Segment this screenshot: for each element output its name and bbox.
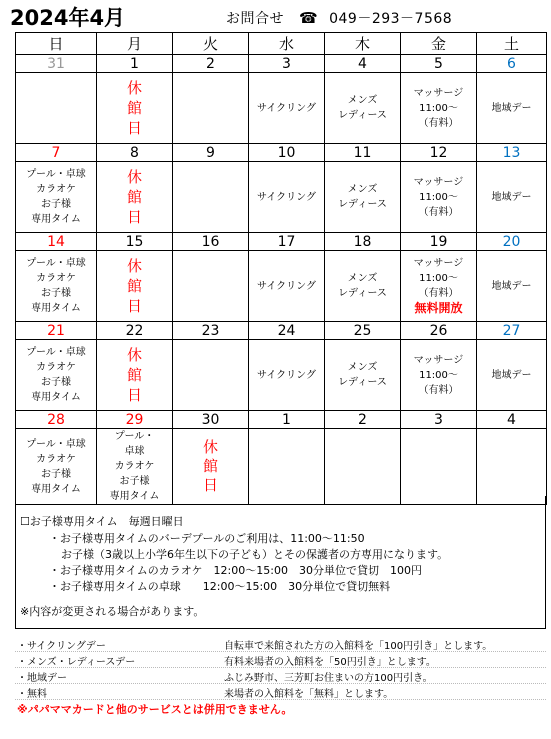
date-cell: 19 [401, 233, 477, 251]
date-cell: 8 [97, 144, 173, 162]
date-cell: 18 [325, 233, 401, 251]
note-line: ・お子様専用タイムの卓球 12:00～15:00 30分単位で貸切無料 [49, 580, 391, 593]
event-cell-wed: サイクリング [249, 73, 325, 144]
date-cell: 12 [401, 144, 477, 162]
date-cell: 30 [173, 411, 249, 429]
date-cell: 16 [173, 233, 249, 251]
calendar-table [15, 32, 547, 505]
event-cell-mon [97, 251, 173, 322]
date-cell: 4 [325, 55, 401, 73]
date-cell: 10 [249, 144, 325, 162]
event-cell-sun [16, 73, 97, 144]
legend-table [15, 636, 546, 715]
event-cell-sun: プール・卓球 カラオケ お子様 専用タイム [16, 429, 97, 505]
closed-label: 休 館 日 [126, 346, 142, 404]
note-line: ・お子様専用タイムのカラオケ 12:00～15:00 30分単位で貸切 100円 [49, 564, 422, 577]
date-row [16, 411, 547, 429]
date-row [16, 233, 547, 251]
event-cell-tue [173, 73, 249, 144]
event-cell-mon [97, 162, 173, 233]
date-cell: 31 [16, 55, 97, 73]
legend-row: ・メンズ・レディースデー 有料来場者の入館料を「50円引き」とします。 [15, 652, 546, 668]
weekday-tue: 火 [173, 33, 249, 55]
phone-number: 049－293－7568 [329, 11, 453, 27]
date-row [16, 322, 547, 340]
event-cell-sun: プール・卓球 カラオケ お子様 専用タイム [16, 251, 97, 322]
event-cell-thu: メンズ レディース [325, 340, 401, 411]
event-cell-tue [173, 429, 249, 505]
date-row [16, 144, 547, 162]
date-cell: 2 [173, 55, 249, 73]
date-row [16, 55, 547, 73]
date-cell: 26 [401, 322, 477, 340]
event-cell-thu: メンズ レディース [325, 73, 401, 144]
date-cell: 1 [97, 55, 173, 73]
weekday-header-row [16, 33, 547, 55]
closed-label: 休 館 日 [126, 79, 142, 137]
weekday-fri: 金 [401, 33, 477, 55]
date-cell: 27 [477, 322, 547, 340]
event-row [16, 162, 547, 233]
event-cell-fri: マッサージ 11:00～ （有料） [401, 162, 477, 233]
event-cell-fri: マッサージ 11:00～ （有料） 無料開放 [401, 251, 477, 322]
event-cell-sat: 地域デー [477, 162, 547, 233]
date-cell: 7 [16, 144, 97, 162]
event-cell-wed: サイクリング [249, 340, 325, 411]
event-cell-mon [97, 73, 173, 144]
event-cell-sat: 地域デー [477, 251, 547, 322]
weekday-wed: 水 [249, 33, 325, 55]
header [4, 0, 549, 30]
legend-row: ・無料 来場者の入館料を「無料」とします。 [15, 684, 546, 700]
closed-label: 休 館 日 [126, 257, 142, 315]
legend-warning-row [15, 700, 546, 715]
event-cell-fri: マッサージ 11:00～ （有料） [401, 340, 477, 411]
note-line: ☐お子様専用タイム 毎週日曜日 [20, 515, 184, 528]
date-cell: 20 [477, 233, 547, 251]
event-cell-mon: プール・ 卓球 カラオケ お子様 専用タイム [97, 429, 173, 505]
contact-label: お問合せ [226, 11, 284, 27]
page-title: 2024年4月 [10, 6, 126, 30]
date-cell: 3 [249, 55, 325, 73]
event-cell-mon [97, 340, 173, 411]
event-cell-thu: メンズ レディース [325, 162, 401, 233]
date-cell: 4 [477, 411, 547, 429]
date-cell: 25 [325, 322, 401, 340]
event-cell-sat [477, 429, 547, 505]
event-row [16, 251, 547, 322]
event-cell-wed [249, 429, 325, 505]
contact-info [226, 8, 452, 28]
event-cell-thu: メンズ レディース [325, 251, 401, 322]
event-row [16, 340, 547, 411]
note-line: ※内容が変更される場合があります。 [20, 605, 205, 618]
free-open-label: 無料開放 [414, 301, 463, 315]
weekday-sat: 土 [477, 33, 547, 55]
date-cell: 22 [97, 322, 173, 340]
date-cell: 9 [173, 144, 249, 162]
weekday-thu: 木 [325, 33, 401, 55]
event-cell-sat: 地域デー [477, 73, 547, 144]
event-cell-sun: プール・卓球 カラオケ お子様 専用タイム [16, 162, 97, 233]
legend-row: ・サイクリングデー 自転車で来館された方の入館料を「100円引き」とします。 [15, 636, 546, 652]
date-cell: 2 [325, 411, 401, 429]
date-cell: 15 [97, 233, 173, 251]
date-cell: 24 [249, 322, 325, 340]
weekday-sun: 日 [16, 33, 97, 55]
event-cell-sat: 地域デー [477, 340, 547, 411]
date-cell: 28 [16, 411, 97, 429]
date-cell: 23 [173, 322, 249, 340]
date-cell: 11 [325, 144, 401, 162]
date-cell: 21 [16, 322, 97, 340]
date-cell: 17 [249, 233, 325, 251]
weekday-mon: 月 [97, 33, 173, 55]
event-cell-sun: プール・卓球 カラオケ お子様 専用タイム [16, 340, 97, 411]
event-cell-wed: サイクリング [249, 251, 325, 322]
notes-box [15, 496, 546, 629]
date-cell: 1 [249, 411, 325, 429]
date-cell: 3 [401, 411, 477, 429]
event-cell-thu [325, 429, 401, 505]
warning-text: ※パパママカードと他のサービスとは併用できません。 [17, 703, 293, 716]
event-cell-tue [173, 340, 249, 411]
date-cell: 13 [477, 144, 547, 162]
closed-label: 休 館 日 [126, 168, 142, 226]
note-line: ・お子様専用タイムのバーデプールのご利用は、11:00～11:50 [49, 532, 365, 545]
closed-label: 休 館 日 [202, 438, 218, 494]
event-cell-tue [173, 162, 249, 233]
event-row [16, 429, 547, 505]
phone-icon: ☎ [298, 9, 319, 27]
legend-row: ・地域デー ふじみ野市、三芳町お住まいの方100円引き。 [15, 668, 546, 684]
event-cell-wed: サイクリング [249, 162, 325, 233]
event-cell-tue [173, 251, 249, 322]
event-cell-fri: マッサージ 11:00～ （有料） [401, 73, 477, 144]
event-cell-fri [401, 429, 477, 505]
date-cell: 6 [477, 55, 547, 73]
event-row [16, 73, 547, 144]
date-cell: 5 [401, 55, 477, 73]
date-cell: 14 [16, 233, 97, 251]
note-line: お子様（3歳以上小学6年生以下の子ども）とその保護者の方専用になります。 [61, 548, 449, 561]
date-cell: 29 [97, 411, 173, 429]
